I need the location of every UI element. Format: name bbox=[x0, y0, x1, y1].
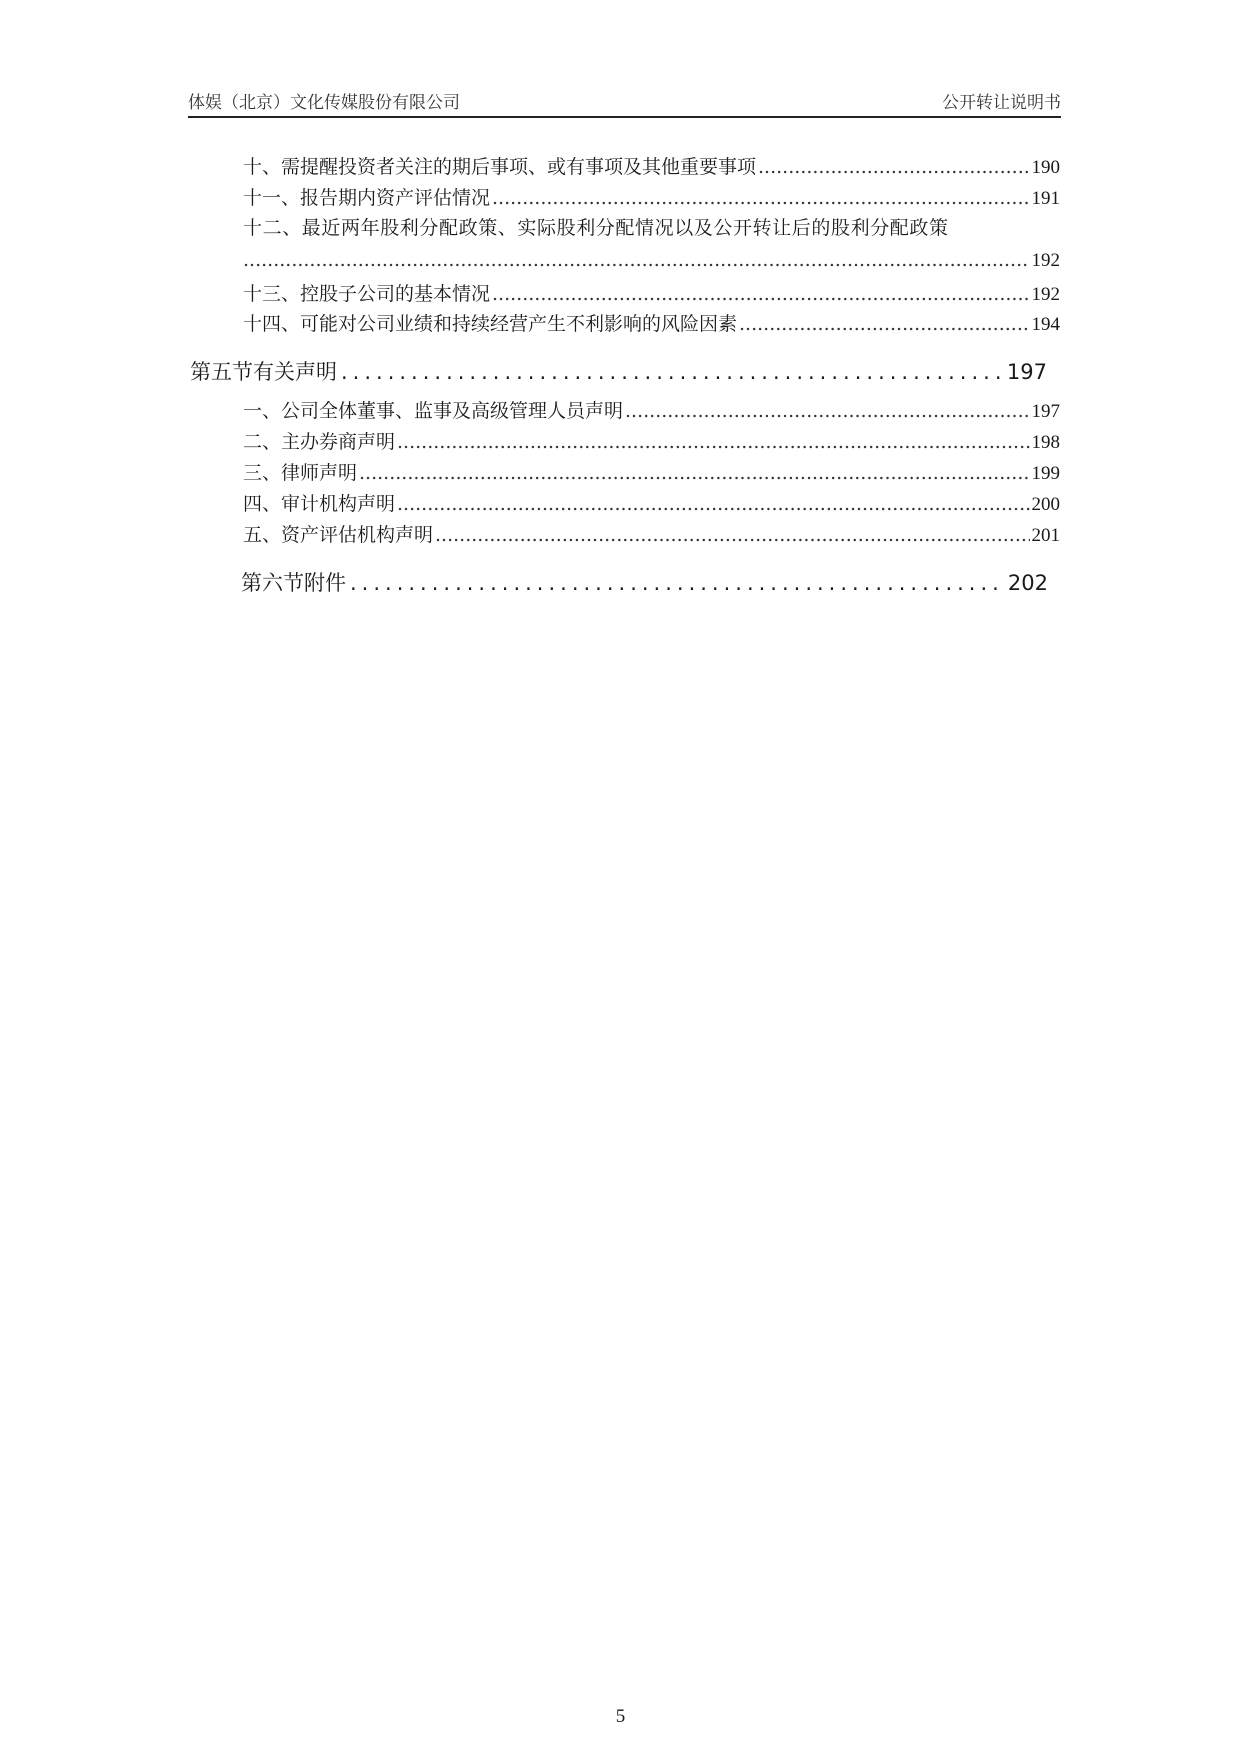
dot-leader bbox=[341, 360, 1003, 384]
toc-entry-page: 200 bbox=[1031, 494, 1060, 515]
toc-entry[interactable] bbox=[243, 152, 1060, 182]
toc-entry[interactable] bbox=[243, 279, 1060, 309]
toc-section-6[interactable] bbox=[241, 567, 1048, 597]
toc-entry[interactable] bbox=[243, 183, 1060, 213]
toc-entry[interactable] bbox=[243, 427, 1060, 457]
dot-leader bbox=[625, 400, 1029, 422]
document-title: 公开转让说明书 bbox=[942, 93, 1061, 113]
dot-leader bbox=[492, 283, 1029, 305]
section-label: 第六节附件 bbox=[241, 571, 346, 595]
toc-entry-label: 十二、最近两年股利分配政策、实际股利分配情况以及公开转让后的股利分配政策 bbox=[243, 217, 949, 239]
toc-entry[interactable] bbox=[243, 309, 1060, 339]
toc-section-5[interactable] bbox=[190, 356, 1047, 386]
toc-entry[interactable] bbox=[243, 396, 1060, 426]
toc-entry-page: 191 bbox=[1031, 188, 1060, 209]
toc-entry-continuation[interactable] bbox=[243, 249, 1060, 272]
page-number: 5 bbox=[615, 1706, 626, 1727]
toc-entry-page: 192 bbox=[1031, 250, 1060, 271]
toc-entry-page: 199 bbox=[1031, 463, 1060, 484]
toc-entry[interactable] bbox=[243, 520, 1060, 550]
toc-entry-page: 201 bbox=[1031, 525, 1060, 546]
dot-leader bbox=[243, 249, 1030, 271]
section-label: 第五节有关声明 bbox=[190, 360, 337, 384]
toc-entry[interactable] bbox=[243, 213, 1060, 243]
company-name: 体娱（北京）文化传媒股份有限公司 bbox=[188, 93, 460, 113]
section-page: 202 bbox=[1007, 571, 1048, 595]
toc-entry-page: 197 bbox=[1031, 401, 1060, 422]
toc-entry-page: 190 bbox=[1031, 157, 1060, 178]
dot-leader bbox=[350, 571, 1004, 595]
section-page: 197 bbox=[1006, 360, 1047, 384]
toc-entry-label: 五、资产评估机构声明 bbox=[243, 524, 434, 546]
dot-leader bbox=[758, 156, 1029, 178]
toc-entry-label: 四、审计机构声明 bbox=[243, 493, 396, 515]
toc-entry-page: 194 bbox=[1031, 314, 1060, 335]
dot-leader bbox=[492, 187, 1029, 209]
page-header bbox=[188, 86, 1061, 118]
toc-entry-label: 一、公司全体董事、监事及高级管理人员声明 bbox=[243, 400, 624, 422]
dot-leader bbox=[397, 431, 1029, 453]
toc-entry-page: 192 bbox=[1031, 284, 1060, 305]
toc-entry-label: 三、律师声明 bbox=[243, 462, 358, 484]
dot-leader bbox=[359, 462, 1029, 484]
toc-entry-page: 198 bbox=[1031, 432, 1060, 453]
toc-entry-label: 十三、控股子公司的基本情况 bbox=[243, 283, 491, 305]
toc-entry[interactable] bbox=[243, 458, 1060, 488]
toc-entry-label: 二、主办券商声明 bbox=[243, 431, 396, 453]
dot-leader bbox=[435, 524, 1029, 546]
dot-leader bbox=[397, 493, 1029, 515]
toc-entry-label: 十、需提醒投资者关注的期后事项、或有事项及其他重要事项 bbox=[243, 156, 757, 178]
toc-entry-label: 十四、可能对公司业绩和持续经营产生不利影响的风险因素 bbox=[243, 313, 738, 335]
toc-entry-label: 十一、报告期内资产评估情况 bbox=[243, 187, 491, 209]
dot-leader bbox=[739, 313, 1029, 335]
toc-entry[interactable] bbox=[243, 489, 1060, 519]
